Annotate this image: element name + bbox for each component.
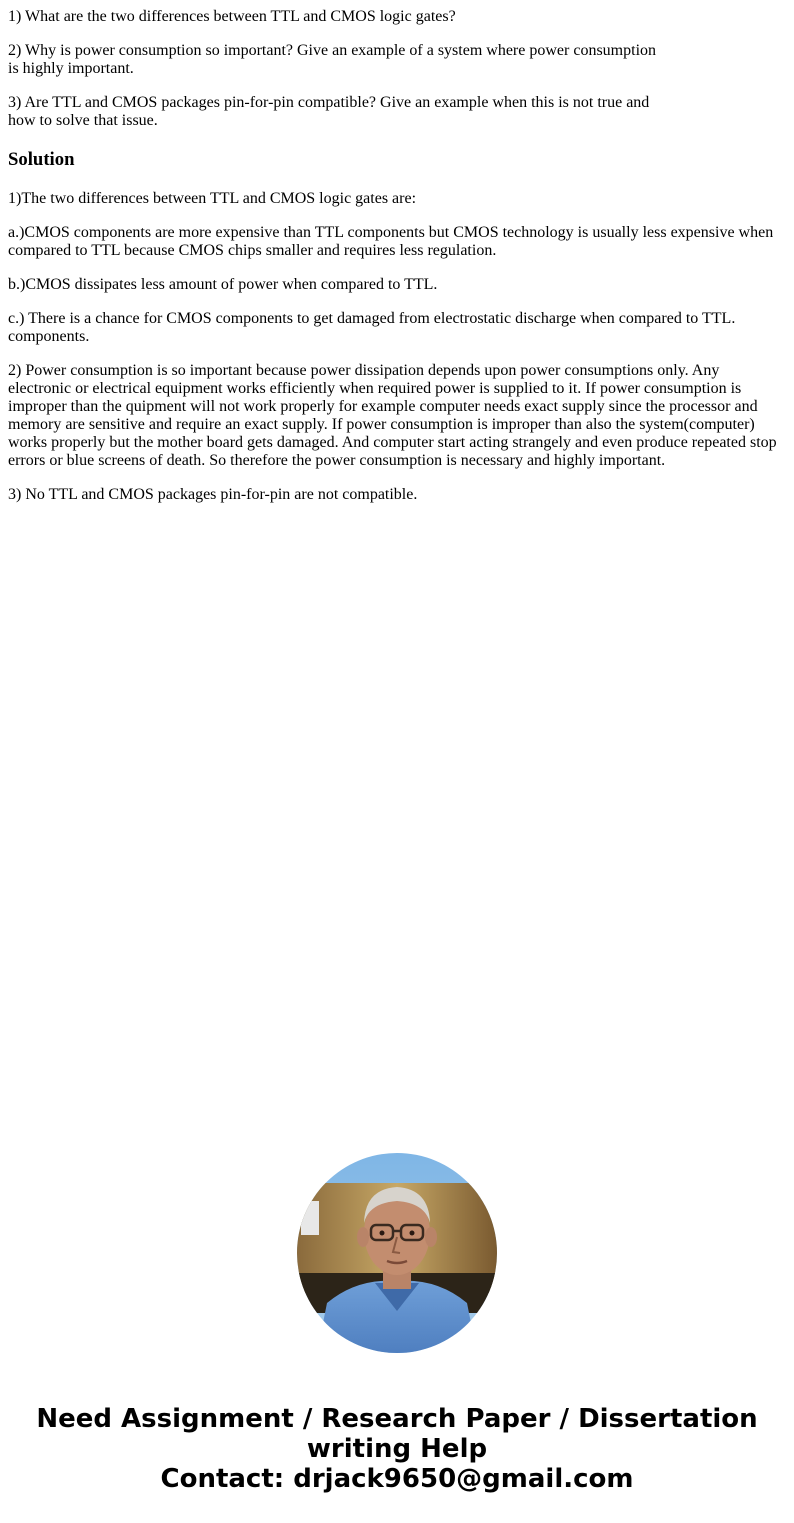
solution-intro: 1)The two differences between TTL and CMOS logic gates are:	[8, 190, 417, 207]
document-body	[8, 8, 786, 520]
solution-point-a: a.)CMOS components are more expensive than TTL components but CMOS technology is usually less expensive when compared to TTL because CMOS chips smaller and requires less regulation.	[8, 224, 774, 259]
footer-contact: Contact: drjack9650@gmail.com	[160, 1464, 634, 1494]
solution-heading: Solution	[8, 149, 75, 170]
solution-answer-3: 3) No TTL and CMOS packages pin-for-pin are not compatible.	[8, 486, 418, 503]
solution-point-b: b.)CMOS dissipates less amount of power when compared to TTL.	[8, 276, 438, 293]
question-2: 2) Why is power consumption so important? Give an example of a system where power consumption is highly important.	[8, 42, 657, 77]
avatar	[297, 1153, 497, 1353]
solution-answer-2: 2) Power consumption is so important because power dissipation depends upon power consumptions only. Any electronic or electrical equipment works efficiently when required power is supplied to it. If power consumption is improper than the quipment will not work properly for example computer needs exact supply since the processor and memory are sensitive and require an exact supply. If power consumption is improper than also the system(computer) works properly but the mother board gets damaged. And computer start acting strangely and even produce repeated stop errors or blue screens of death. So therefore the power consumption is necessary and highly important.	[8, 362, 777, 469]
person-photo-icon	[297, 1153, 497, 1353]
footer-line-1: Need Assignment / Research Paper / Dissertation	[36, 1404, 758, 1434]
question-3: 3) Are TTL and CMOS packages pin-for-pin compatible? Give an example when this is not true and how to solve that issue.	[8, 94, 650, 129]
promo-footer	[0, 1404, 794, 1494]
footer-line-2: writing Help	[306, 1434, 488, 1464]
solution-point-c: c.) There is a chance for CMOS components to get damaged from electrostatic discharge when compared to TTL. components.	[8, 310, 736, 345]
question-1: 1) What are the two differences between TTL and CMOS logic gates?	[8, 8, 456, 25]
